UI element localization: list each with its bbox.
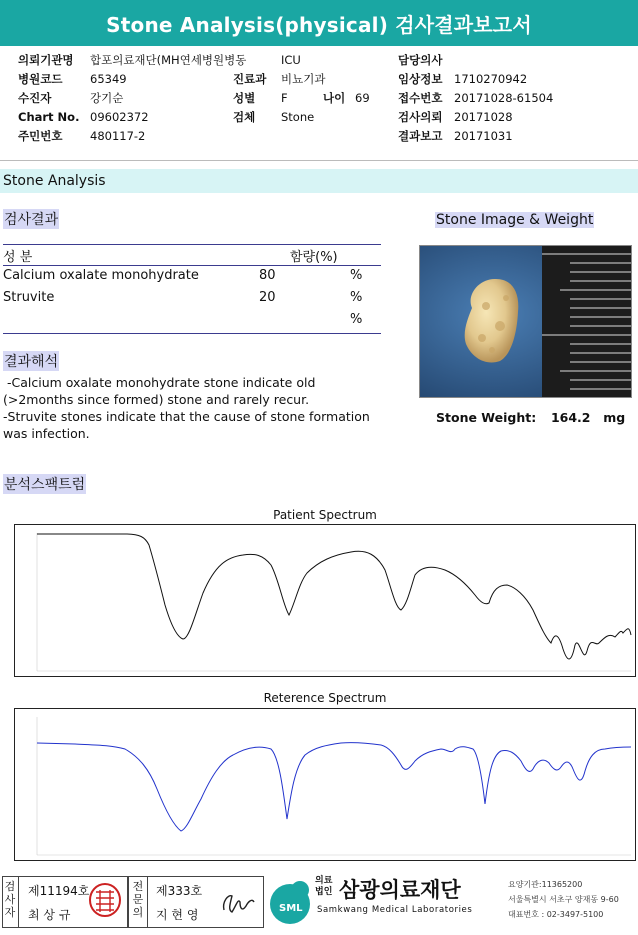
org-address: 서울특별시 서초구 양재동 9-60 [508,895,619,904]
info-col-2 [233,51,370,127]
clinical-label: 임상정보 [398,72,443,86]
patient-spectrum-title: Patient Spectrum [273,508,377,522]
row2-name: Struvite [3,290,55,305]
patient-label: 수진자 [18,91,52,105]
section-title: Stone Analysis [0,169,638,193]
dept-label: 진료과 [233,72,267,86]
report-value: 20171031 [454,129,513,143]
stone-weight [436,410,625,425]
examiner-label: 검사자 [4,880,16,919]
age-value: 69 [355,91,370,105]
ward-value: ICU [281,53,301,67]
results-heading-wrap [3,209,59,229]
specialist-signature [218,888,258,918]
hospital-code-label: 병원코드 [18,72,63,86]
weight-value: 164.2 [550,410,591,425]
sml-logo-icon [268,878,316,926]
report-title: Stone Analysis(physical) 검사결과보고서 [0,0,638,46]
org-phone: 대표번호 : 02-3497-5100 [508,910,604,919]
row1-value: 80 [259,268,276,283]
chart-label: Chart No. [18,110,80,124]
weight-unit: mg [603,410,626,425]
org-prefix: 의료법인 [315,876,333,897]
image-heading: Stone Image & Weight [436,212,594,228]
specialist-license: 제333호 [156,884,203,898]
info-col-3 [398,51,553,146]
request-label: 검사의뢰 [398,110,443,124]
id-label: 주민번호 [18,129,63,143]
sex-label: 성별 [233,91,256,105]
hospital-code-value: 65349 [90,72,127,86]
patient-value: 강기순 [90,91,124,105]
org-english: Samkwang Medical Laboratories [317,905,473,915]
dept-value: 비뇨기과 [281,72,326,86]
sml-logo-text: SML [279,903,303,914]
interp-line-4: was infection. [3,426,90,441]
table-bottom-rule [3,333,381,334]
interp-line-3: -Struvite stones indicate that the cause of stone formation [3,409,370,424]
specialist-label: 전문의 [132,880,144,919]
sex-value: F [281,91,288,105]
examiner-license: 제11194호 [28,884,90,898]
specimen-value: Stone [281,110,315,124]
reference-spectrum-title: Reterence Spectrum [263,691,387,705]
info-col-1 [18,51,246,146]
specimen-label: 검체 [233,110,256,124]
interp-heading: 결과해석 [3,351,59,371]
reference-spectrum-line [37,743,631,831]
interp-line-1: -Calcium oxalate monohydrate stone indicate old [3,375,316,390]
interpretation-text [3,374,398,442]
row2-value: 20 [259,290,276,305]
patient-spectrum-line [37,534,631,659]
row3-unit: % [350,312,363,327]
org-code: 요양기관:11365200 [508,880,583,889]
doctor-label: 담당의사 [398,53,443,67]
clinical-value: 1710270942 [454,72,528,86]
interp-line-2: (>2months since formed) stone and rarely recur. [3,392,310,407]
col-component: 성 분 [3,250,33,265]
spectrum-heading-wrap [3,474,86,494]
divider [0,160,638,161]
reception-label: 접수번호 [398,91,443,105]
org-name: 삼광의료재단 [339,878,461,902]
reference-spectrum-plot [14,708,636,861]
patient-spectrum-plot [14,524,636,677]
examiner-seal [88,882,122,918]
spectrum-heading: 분석스팩트럼 [3,474,86,494]
col-content: 함량(%) [290,250,338,265]
examiner-name: 최 상 규 [28,908,71,922]
row1-name: Calcium oxalate monohydrate [3,268,199,283]
stone-photo [419,245,632,398]
request-value: 20171028 [454,110,513,124]
weight-label: Stone Weight: [436,410,537,425]
specialist-name: 지 현 영 [156,908,199,922]
row2-unit: % [350,290,363,305]
institution-value: 합포의료재단(MH연세병원병동 [90,53,247,67]
age-label: 나이 [323,91,346,105]
report-label: 결과보고 [398,129,443,143]
row1-unit: % [350,268,363,283]
chart-value: 09602372 [90,110,149,124]
table-top-rule [3,244,381,245]
id-value: 480117-2 [90,129,146,143]
footer [0,874,638,930]
institution-label: 의뢰기관명 [18,53,74,67]
image-heading-wrap [435,209,594,228]
results-heading: 검사결과 [3,209,59,229]
table-header-rule [3,265,381,266]
interp-heading-wrap [3,351,59,371]
reception-value: 20171028-61504 [454,91,554,105]
